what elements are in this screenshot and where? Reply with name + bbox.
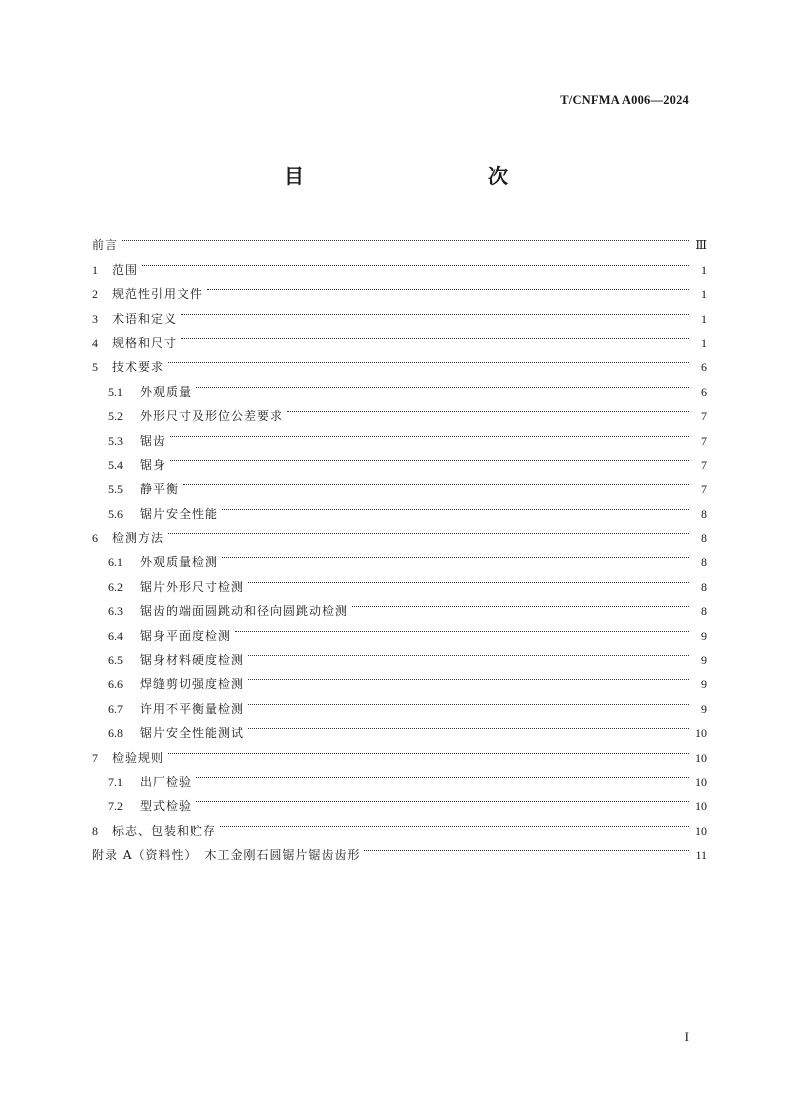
toc-entry-title: 外观质量检测 [140,555,219,570]
toc-entry-title: 外观质量 [140,384,193,399]
toc-entry-page: 1 [701,311,707,326]
toc-entry-page: Ⅲ [695,238,707,253]
toc-entry-number: 1 [92,262,98,277]
toc-entry-title: 范围 [112,262,139,277]
toc-leader-dots [181,298,689,322]
toc-entry-page: 10 [695,774,707,789]
toc-entry-number: 4 [92,335,98,350]
toc-entry-title: 术语和定义 [112,311,178,326]
toc-entry[interactable] [92,298,707,326]
toc-entry-page: 8 [701,531,707,546]
toc-entry[interactable] [92,445,707,472]
standard-code: T/CNFMA A006—2024 [560,93,689,107]
toc-entry-title: 焊缝剪切强度检测 [140,677,245,692]
toc-entry-number: 7.2 [108,799,123,814]
toc-entry[interactable] [92,493,707,521]
toc-entry-number: 5.2 [108,409,123,424]
toc-leader-dots [170,445,689,469]
toc-entry-page: 9 [701,653,707,668]
toc-entry-number: 6.4 [108,628,123,643]
toc-leader-dots [122,225,689,249]
toc-entry-number: 5 [92,360,98,375]
toc-entry[interactable] [92,347,707,375]
toc-entry-number: 6.2 [108,579,123,594]
page-number: I [684,1029,689,1044]
toc-entry-title: 锯身平面度检测 [140,628,232,643]
toc-entry-title: 前言 [92,238,119,253]
toc-entry-page: 1 [701,262,707,277]
toc-entry-title: 静平衡 [140,482,180,497]
toc-entry-title: 规范性引用文件 [112,287,204,302]
toc-leader-dots [248,713,689,737]
toc-entry-number: 6.5 [108,653,123,668]
toc-entry[interactable] [92,518,707,546]
toc-entry[interactable] [92,225,707,253]
toc-entry[interactable] [92,371,707,399]
toc-leader-dots [364,835,689,859]
toc-entry-number: 6.6 [108,677,123,692]
table-of-contents [92,225,707,863]
toc-entry[interactable] [92,542,707,570]
toc-leader-dots [196,371,689,395]
toc-entry[interactable] [92,469,707,497]
toc-entry-number: 5.5 [108,482,123,497]
toc-entry-page: 6 [701,360,707,375]
toc-leader-dots [352,591,689,615]
toc-leader-dots [248,664,689,688]
toc-leader-dots [222,542,689,566]
toc-entry-number: 5.3 [108,433,123,448]
toc-entry-title: 检测方法 [112,531,165,546]
toc-leader-dots [196,762,689,786]
toc-leader-dots [248,640,689,664]
toc-leader-dots [248,566,689,590]
toc-entry-title: 外形尺寸及形位公差要求 [140,409,284,424]
toc-entry-page: 7 [701,457,707,472]
toc-entry-title: 锯片安全性能测试 [140,726,245,741]
toc-entry-title: 锯片安全性能 [140,506,219,521]
toc-leader-dots [248,688,689,712]
toc-entry-title: 附录 A（资料性） 木工金刚石圆锯片锯齿齿形 [92,848,361,863]
toc-entry-page: 9 [701,677,707,692]
toc-leader-dots [168,737,689,761]
toc-leader-dots [168,518,689,542]
toc-entry-page: 8 [701,555,707,570]
toc-entry-title: 许用不平衡量检测 [140,701,245,716]
toc-entry[interactable] [92,737,707,765]
toc-entry-page: 11 [695,848,707,863]
toc-entry-title: 技术要求 [112,360,165,375]
toc-entry[interactable] [92,323,707,350]
toc-entry-title: 标志、包装和贮存 [112,823,217,838]
toc-leader-dots [196,786,689,810]
toc-entry-page: 1 [701,287,707,302]
toc-leader-dots [207,274,689,298]
toc-entry-title: 规格和尺寸 [112,335,178,350]
toc-entry-number: 5.1 [108,384,123,399]
toc-leader-dots [287,396,689,420]
toc-leader-dots [220,810,689,834]
toc-leader-dots [235,615,689,639]
toc-entry[interactable] [92,420,707,448]
toc-leader-dots [170,420,689,444]
toc-leader-dots [142,249,689,273]
toc-entry-page: 7 [701,409,707,424]
toc-entry-number: 7.1 [108,774,123,789]
toc-entry-page: 10 [695,823,707,838]
toc-entry[interactable] [92,249,707,277]
toc-leader-dots [168,347,689,371]
toc-entry-title: 锯身材料硬度检测 [140,653,245,668]
toc-entry-page: 10 [695,799,707,814]
toc-entry-page: 10 [695,726,707,741]
toc-entry-page: 10 [695,750,707,765]
toc-leader-dots [181,323,689,347]
toc-entry-number: 2 [92,287,98,302]
toc-entry-page: 7 [701,482,707,497]
toc-entry-number: 5.4 [108,457,123,472]
toc-entry[interactable] [92,274,707,302]
toc-entry-number: 6.8 [108,726,123,741]
toc-entry-number: 7 [92,750,98,765]
toc-entry-title: 型式检验 [140,799,193,814]
toc-entry-number: 6.7 [108,701,123,716]
toc-entry-title: 锯齿 [140,433,167,448]
toc-entry-title: 锯片外形尺寸检测 [140,579,245,594]
toc-entry-number: 6.1 [108,555,123,570]
toc-entry-page: 9 [701,701,707,716]
toc-entry-number: 6.3 [108,604,123,619]
toc-entry-number: 6 [92,531,98,546]
toc-entry-page: 6 [701,384,707,399]
toc-entry-title: 检验规则 [112,750,165,765]
toc-leader-dots [222,493,689,517]
toc-entry-page: 7 [701,433,707,448]
toc-entry-page: 1 [701,335,707,350]
toc-entry-title: 锯齿的端面圆跳动和径向圆跳动检测 [140,604,349,619]
toc-leader-dots [183,469,689,493]
toc-entry-page: 9 [701,628,707,643]
toc-entry-number: 3 [92,311,98,326]
toc-entry-number: 5.6 [108,506,123,521]
toc-entry-title: 锯身 [140,457,167,472]
toc-entry-page: 8 [701,579,707,594]
toc-entry-page: 8 [701,506,707,521]
toc-entry-page: 8 [701,604,707,619]
toc-entry-number: 8 [92,823,98,838]
toc-entry[interactable] [92,762,707,789]
page-title: 目 次 [284,164,556,188]
toc-entry-title: 出厂检验 [140,774,193,789]
